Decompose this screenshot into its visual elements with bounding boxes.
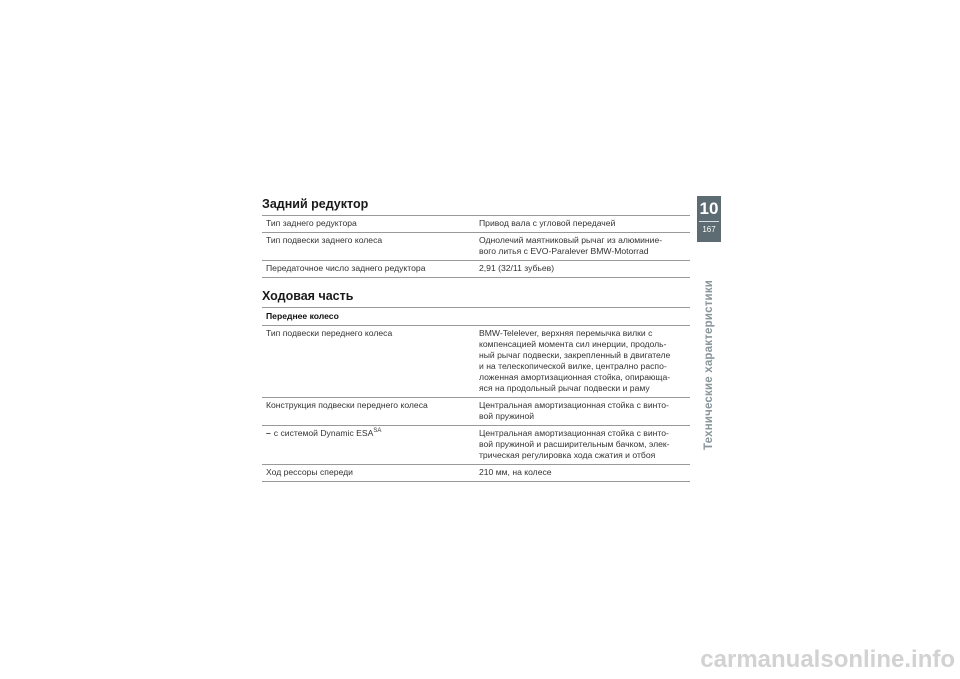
row-label: Тип подвески заднего колеса	[262, 233, 475, 261]
table-row	[262, 326, 690, 398]
table-row	[262, 398, 690, 426]
chassis-table	[262, 307, 690, 482]
row-label-text: с системой Dynamic ESA	[273, 428, 374, 438]
row-label: Тип заднего редуктора	[262, 216, 475, 233]
page-number: 167	[702, 225, 716, 234]
row-value: Привод вала с угловой передачей	[475, 216, 690, 233]
row-value: Центральная амортизационная стойка с винто- вой пружиной и расширительным бачком, элек- трическая регулировка хода сжатия и отбоя	[475, 426, 690, 465]
table-subheader-row	[262, 308, 690, 326]
row-label: Ход рессоры спереди	[262, 465, 475, 482]
row-value: 210 мм, на колесе	[475, 465, 690, 482]
tab-divider	[699, 221, 719, 222]
table-row	[262, 426, 690, 465]
row-value: Однолечий маятниковый рычаг из алюминие- вого литья с EVO-Paralever BMW-Motorrad	[475, 233, 690, 261]
row-label: Передаточное число заднего редуктора	[262, 261, 475, 278]
table-row	[262, 261, 690, 278]
chapter-tab	[697, 196, 721, 242]
table-row	[262, 216, 690, 233]
section-title-rear-gearbox: Задний редуктор	[262, 197, 369, 211]
row-value: BMW-Telelever, верхняя перемычка вилки с компенсацией момента сил инерции, продоль- ный рычаг подвески, закрепленный в двигателе и на телескопической вилке, централно распо- ложенная амортизационная стойка, опирающа- яся на продольный рычаг подвески и раму	[475, 326, 690, 398]
dash-marker: –	[266, 428, 271, 438]
subheader-front-wheel: Переднее колесо	[262, 308, 690, 326]
section-title-chassis: Ходовая часть	[262, 289, 354, 303]
table-row	[262, 233, 690, 261]
watermark: carmanualsonline.info	[700, 646, 955, 673]
sa-superscript: SA	[373, 428, 382, 434]
content-area	[262, 196, 690, 482]
table-row	[262, 465, 690, 482]
row-value: Центральная амортизационная стойка с винто- вой пружиной	[475, 398, 690, 426]
row-label: Конструкция подвески переднего колеса	[262, 398, 475, 426]
row-value: 2,91 (32/11 зубьев)	[475, 261, 690, 278]
row-label-with-dash	[262, 426, 475, 465]
row-label: Тип подвески переднего колеса	[262, 326, 475, 398]
chapter-side-title: Технические характеристики	[703, 279, 715, 450]
chapter-number: 10	[699, 199, 719, 218]
rear-gearbox-table	[262, 215, 690, 278]
